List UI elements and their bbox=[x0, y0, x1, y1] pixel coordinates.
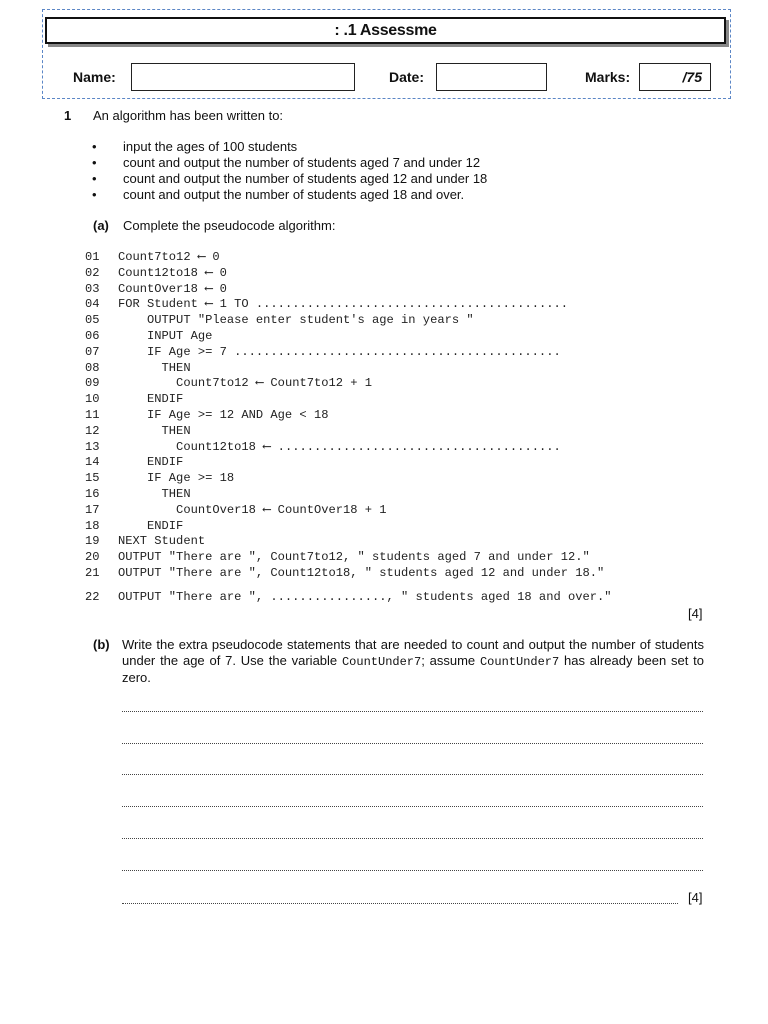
part-b-text-mid: ; assume bbox=[421, 653, 480, 668]
code-line bbox=[85, 297, 612, 313]
code-text: Count12to18 ⟵ ....................................... bbox=[118, 439, 561, 454]
code-text: NEXT Student bbox=[118, 534, 206, 549]
code-line bbox=[85, 408, 612, 424]
variable-name: CountUnder7 bbox=[341, 655, 422, 669]
answer-line[interactable] bbox=[122, 773, 703, 775]
marks-total: /75 bbox=[682, 69, 702, 85]
list-item: • count and output the number of students aged 18 and over. bbox=[92, 187, 487, 203]
code-text: IF Age >= 18 bbox=[118, 471, 235, 486]
line-number: 12 bbox=[85, 423, 100, 438]
question-intro: An algorithm has been written to: bbox=[93, 108, 284, 123]
code-line bbox=[85, 345, 612, 361]
line-number: 21 bbox=[85, 565, 100, 580]
line-number: 02 bbox=[85, 265, 100, 280]
code-text: CountOver18 ⟵ 0 bbox=[118, 281, 227, 296]
code-line bbox=[85, 455, 612, 471]
part-b-marks: [4] bbox=[688, 890, 703, 905]
code-line bbox=[85, 392, 612, 408]
marks-label: Marks: bbox=[585, 69, 631, 85]
code-text: THEN bbox=[118, 486, 191, 501]
variable-name: CountUnder7 bbox=[479, 655, 560, 669]
code-text: Count7to12 ⟵ Count7to12 + 1 bbox=[118, 376, 373, 391]
line-number: 22 bbox=[85, 589, 100, 604]
code-line bbox=[85, 440, 612, 456]
code-line bbox=[85, 313, 612, 329]
answer-line[interactable] bbox=[122, 902, 678, 904]
list-item: • input the ages of 100 students bbox=[92, 139, 487, 155]
answer-line[interactable] bbox=[122, 869, 703, 871]
code-text: IF Age >= 7 ............................................. bbox=[118, 344, 561, 359]
line-number: 19 bbox=[85, 534, 100, 549]
code-line bbox=[85, 361, 612, 377]
line-number: 10 bbox=[85, 392, 100, 407]
list-item: • count and output the number of students aged 7 and under 12 bbox=[92, 155, 487, 171]
line-number: 05 bbox=[85, 313, 100, 328]
part-a-label: (a) bbox=[93, 218, 109, 233]
code-line bbox=[85, 250, 612, 266]
marks-field[interactable] bbox=[639, 63, 711, 91]
code-text: OUTPUT "There are ", Count7to12, " students aged 7 and under 12." bbox=[118, 550, 590, 565]
code-text: FOR Student ⟵ 1 TO ........................................... bbox=[118, 297, 568, 312]
code-text: ENDIF bbox=[118, 455, 184, 470]
pseudocode-block bbox=[85, 250, 612, 606]
code-text: ENDIF bbox=[118, 518, 184, 533]
requirement-list bbox=[92, 139, 487, 203]
line-number: 08 bbox=[85, 360, 100, 375]
line-number: 14 bbox=[85, 455, 100, 470]
list-item: • count and output the number of students aged 12 and under 18 bbox=[92, 171, 487, 187]
code-text: OUTPUT "There are ", Count12to18, " students aged 12 and under 18." bbox=[118, 565, 605, 580]
code-line bbox=[85, 282, 612, 298]
code-line bbox=[85, 329, 612, 345]
date-field[interactable] bbox=[436, 63, 547, 91]
code-line bbox=[85, 503, 612, 519]
answer-line[interactable] bbox=[122, 710, 703, 712]
part-b-text bbox=[122, 637, 704, 686]
code-line bbox=[85, 519, 612, 535]
code-line bbox=[85, 424, 612, 440]
answer-line[interactable] bbox=[122, 805, 703, 807]
line-number: 18 bbox=[85, 518, 100, 533]
line-number: 17 bbox=[85, 502, 100, 517]
code-text: IF Age >= 12 AND Age < 18 bbox=[118, 407, 329, 422]
code-line bbox=[85, 376, 612, 392]
name-field[interactable] bbox=[131, 63, 355, 91]
code-line bbox=[85, 534, 612, 550]
code-text: ENDIF bbox=[118, 392, 184, 407]
code-text: OUTPUT "There are ", ................, " students aged 18 and over." bbox=[118, 589, 612, 604]
code-text: CountOver18 ⟵ CountOver18 + 1 bbox=[118, 502, 387, 517]
line-number: 07 bbox=[85, 344, 100, 359]
date-label: Date: bbox=[389, 69, 425, 85]
code-text: OUTPUT "Please enter student's age in years " bbox=[118, 313, 474, 328]
line-number: 16 bbox=[85, 486, 100, 501]
code-text: THEN bbox=[118, 423, 191, 438]
line-number: 11 bbox=[85, 407, 100, 422]
answer-line[interactable] bbox=[122, 837, 703, 839]
code-line bbox=[85, 487, 612, 503]
code-line bbox=[85, 266, 612, 282]
code-text: Count12to18 ⟵ 0 bbox=[118, 265, 227, 280]
part-b-text-after: has already been set to zero. bbox=[122, 653, 705, 685]
code-line bbox=[85, 590, 612, 606]
line-number: 04 bbox=[85, 297, 100, 312]
code-line bbox=[85, 550, 612, 566]
code-line bbox=[85, 566, 612, 582]
line-number: 09 bbox=[85, 376, 100, 391]
question-number: 1 bbox=[64, 108, 72, 123]
line-number: 06 bbox=[85, 328, 100, 343]
assessment-title: : .1 Assessme bbox=[45, 17, 726, 44]
code-text: THEN bbox=[118, 360, 191, 375]
line-number: 03 bbox=[85, 281, 100, 296]
line-number: 20 bbox=[85, 550, 100, 565]
part-b-text-before: Write the extra pseudocode statements that are needed to count and output the number of students under the age of 7. Use the variable bbox=[122, 637, 704, 668]
line-number: 01 bbox=[85, 250, 100, 264]
code-text: INPUT Age bbox=[118, 328, 213, 343]
answer-line[interactable] bbox=[122, 742, 703, 744]
line-number: 13 bbox=[85, 439, 100, 454]
code-line bbox=[85, 471, 612, 487]
line-number: 15 bbox=[85, 471, 100, 486]
code-text: Count7to12 ⟵ 0 bbox=[118, 250, 220, 264]
part-a-text: Complete the pseudocode algorithm: bbox=[123, 218, 336, 233]
part-a-marks: [4] bbox=[688, 606, 703, 621]
part-b-label: (b) bbox=[93, 637, 110, 652]
name-label: Name: bbox=[73, 69, 116, 85]
